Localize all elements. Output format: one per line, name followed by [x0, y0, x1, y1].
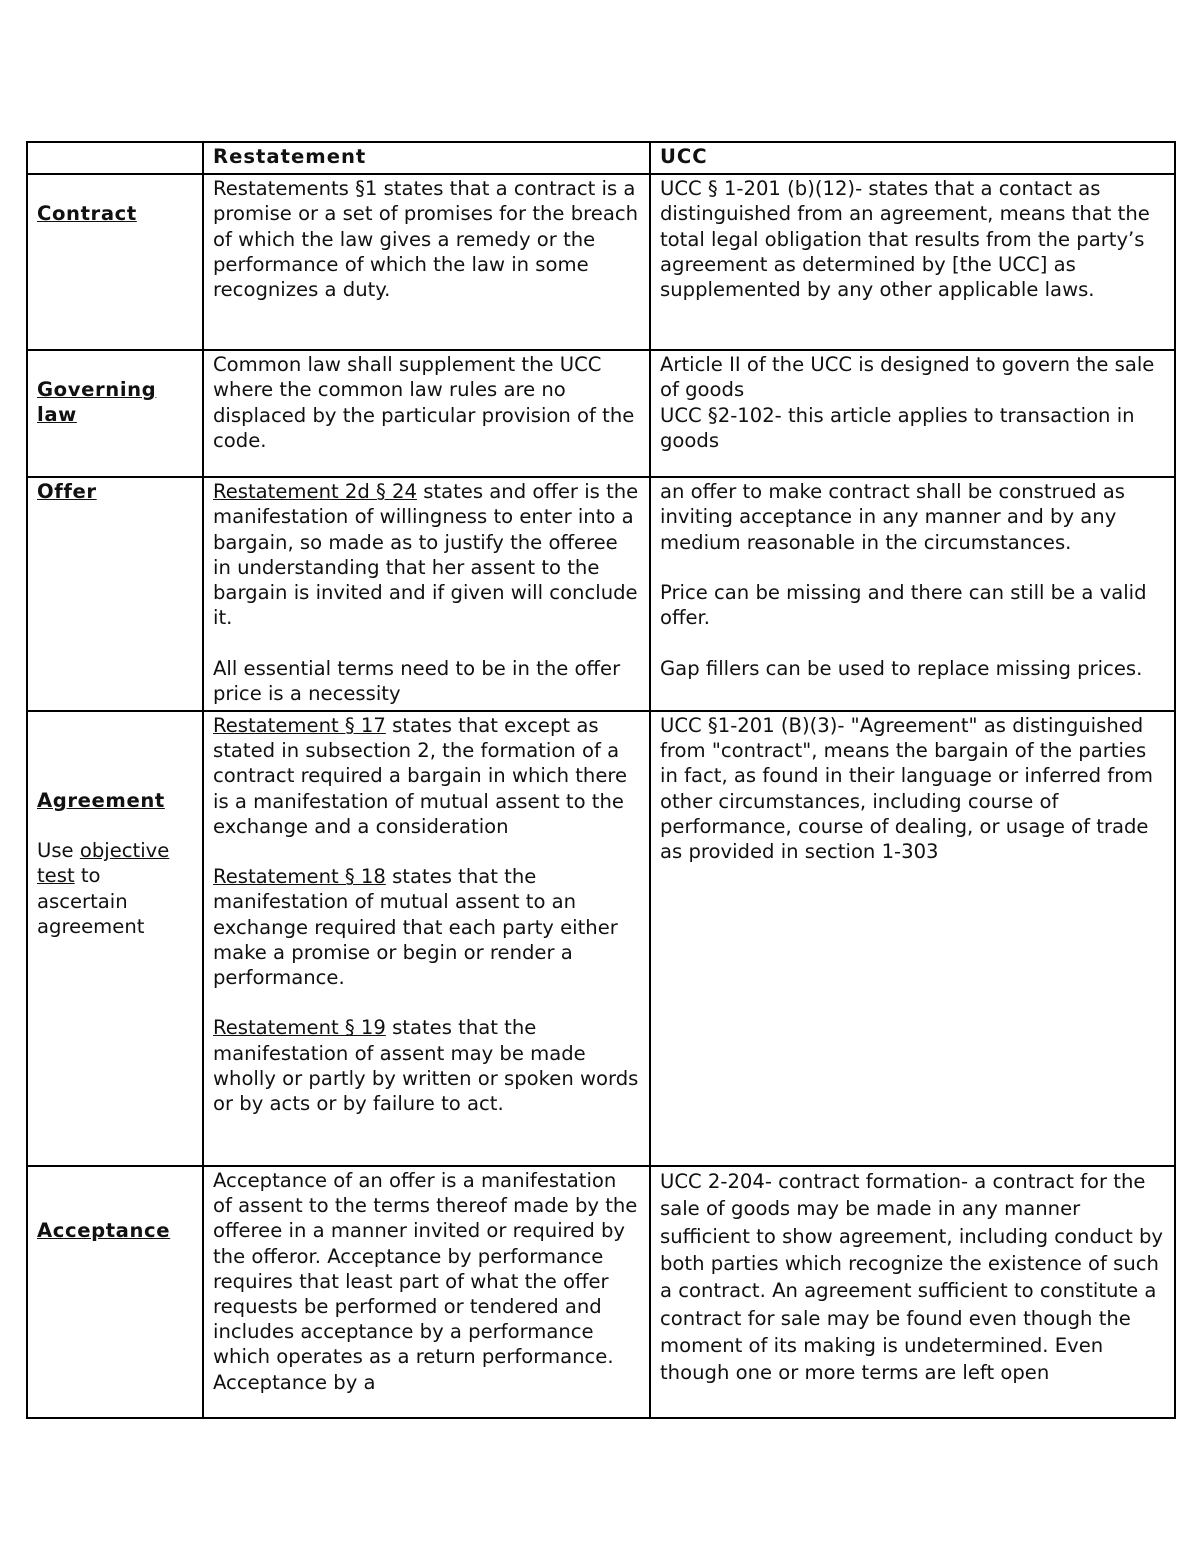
restatement-text: Restatement § 19 states that the manifestation of assent may be made wholly or partly by written or spoken words or by acts or by failure to act. — [213, 1016, 639, 1116]
term-label: Contract — [37, 202, 137, 226]
term-label: Offer — [37, 480, 97, 504]
restatement-text: All essential terms need to be in the offer price is a necessity — [213, 656, 621, 705]
restatement-text: Common law shall supplement the UCC where the common law rules are no displaced by the particular provision of the code. — [213, 353, 635, 452]
table-header-row — [27, 142, 1175, 174]
ucc-text: UCC §2-102- this article applies to transaction in goods — [660, 403, 1135, 452]
term-label: Acceptance — [37, 1219, 171, 1243]
ucc-cell — [650, 477, 1175, 711]
table-row-offer — [27, 477, 1175, 711]
header-cell-restatement: Restatement — [203, 142, 650, 174]
ucc-cell — [650, 1166, 1175, 1418]
restatement-citation: Restatement § 18 — [213, 865, 386, 889]
restatement-cell — [203, 1166, 650, 1418]
ucc-cell — [650, 711, 1175, 1166]
restatement-text: Restatement § 17 states that except as stated in subsection 2, the formation of a contract required a bargain in which there is a manifestation of mutual assent to the exchange and a consideration — [213, 714, 628, 838]
term-cell — [27, 711, 203, 1166]
ucc-text: Article II of the UCC is designed to govern the sale of goods — [660, 353, 1155, 402]
ucc-cell — [650, 350, 1175, 477]
comparison-table — [26, 141, 1176, 1419]
ucc-text: UCC §1-201 (B)(3)- "Agreement" as distinguished from "contract", means the bargain of the parties in fact, as found in their language or inferred from other circumstances, including course of performance, course of dealing, or usage of trade as provided in section 1-303 — [660, 714, 1153, 864]
restatement-text: Restatement § 18 states that the manifestation of mutual assent to an exchange required that each party either make a promise or begin or render a performance. — [213, 865, 618, 990]
table-row-governing-law — [27, 350, 1175, 477]
objective-test-link: objective test — [37, 839, 170, 888]
restatement-cell — [203, 477, 650, 711]
ucc-text: an offer to make contract shall be construed as inviting acceptance in any manner and by any medium reasonable in the circumstances. — [660, 480, 1125, 554]
restatement-cell — [203, 350, 650, 477]
term-cell — [27, 350, 203, 477]
header-cell-term — [27, 142, 203, 174]
term-label: Governing law — [37, 378, 157, 427]
restatement-text: Acceptance of an offer is a manifestation of assent to the terms thereof made by the offeree in a manner invited or required by the offeror. Acceptance by performance requires that least part of what the offer requests be performed or tendered and includes acceptance by a performance which operates as a return performance. Acceptance by a — [213, 1169, 638, 1394]
term-note: Use objective test to ascertain agreement — [37, 839, 170, 938]
ucc-text: UCC § 1-201 (b)(12)- states that a contact as distinguished from an agreement, means that the total legal obligation that results from the party’s agreement as determined by [the UCC] as supplemented by any other applicable laws. — [660, 177, 1150, 302]
table-row-acceptance — [27, 1166, 1175, 1418]
ucc-text: Price can be missing and there can still be a valid offer. — [660, 581, 1147, 630]
restatement-citation: Restatement 2d § 24 — [213, 480, 417, 504]
ucc-text: UCC 2-204- contract formation- a contract for the sale of goods may be made in any manner sufficient to show agreement, including conduct by both parties which recognize the existence of such a contract. An agreement sufficient to constitute a contract for sale may be found even though the moment of its making is undetermined. Even though one or more terms are left open — [660, 1170, 1164, 1385]
term-cell — [27, 1166, 203, 1418]
restatement-cell — [203, 711, 650, 1166]
restatement-cell — [203, 174, 650, 350]
table-row-agreement — [27, 711, 1175, 1166]
restatement-citation: Restatement § 19 — [213, 1016, 386, 1040]
ucc-text: Gap fillers can be used to replace missing prices. — [660, 656, 1143, 680]
term-label: Agreement — [37, 789, 165, 813]
restatement-citation: Restatement § 17 — [213, 714, 386, 738]
term-cell — [27, 477, 203, 711]
table-row-contract — [27, 174, 1175, 350]
ucc-cell — [650, 174, 1175, 350]
restatement-text: Restatement 2d § 24 states and offer is the manifestation of willingness to enter into a bargain, so made as to justify the offeree in understanding that her assent to the bargain is invited and if given will conclude it. — [213, 480, 639, 630]
restatement-text: Restatements §1 states that a contract is a promise or a set of promises for the breach of which the law gives a remedy or the performance of which the law in some recognizes a duty. — [213, 177, 639, 302]
header-cell-ucc: UCC — [650, 142, 1175, 174]
term-cell — [27, 174, 203, 350]
